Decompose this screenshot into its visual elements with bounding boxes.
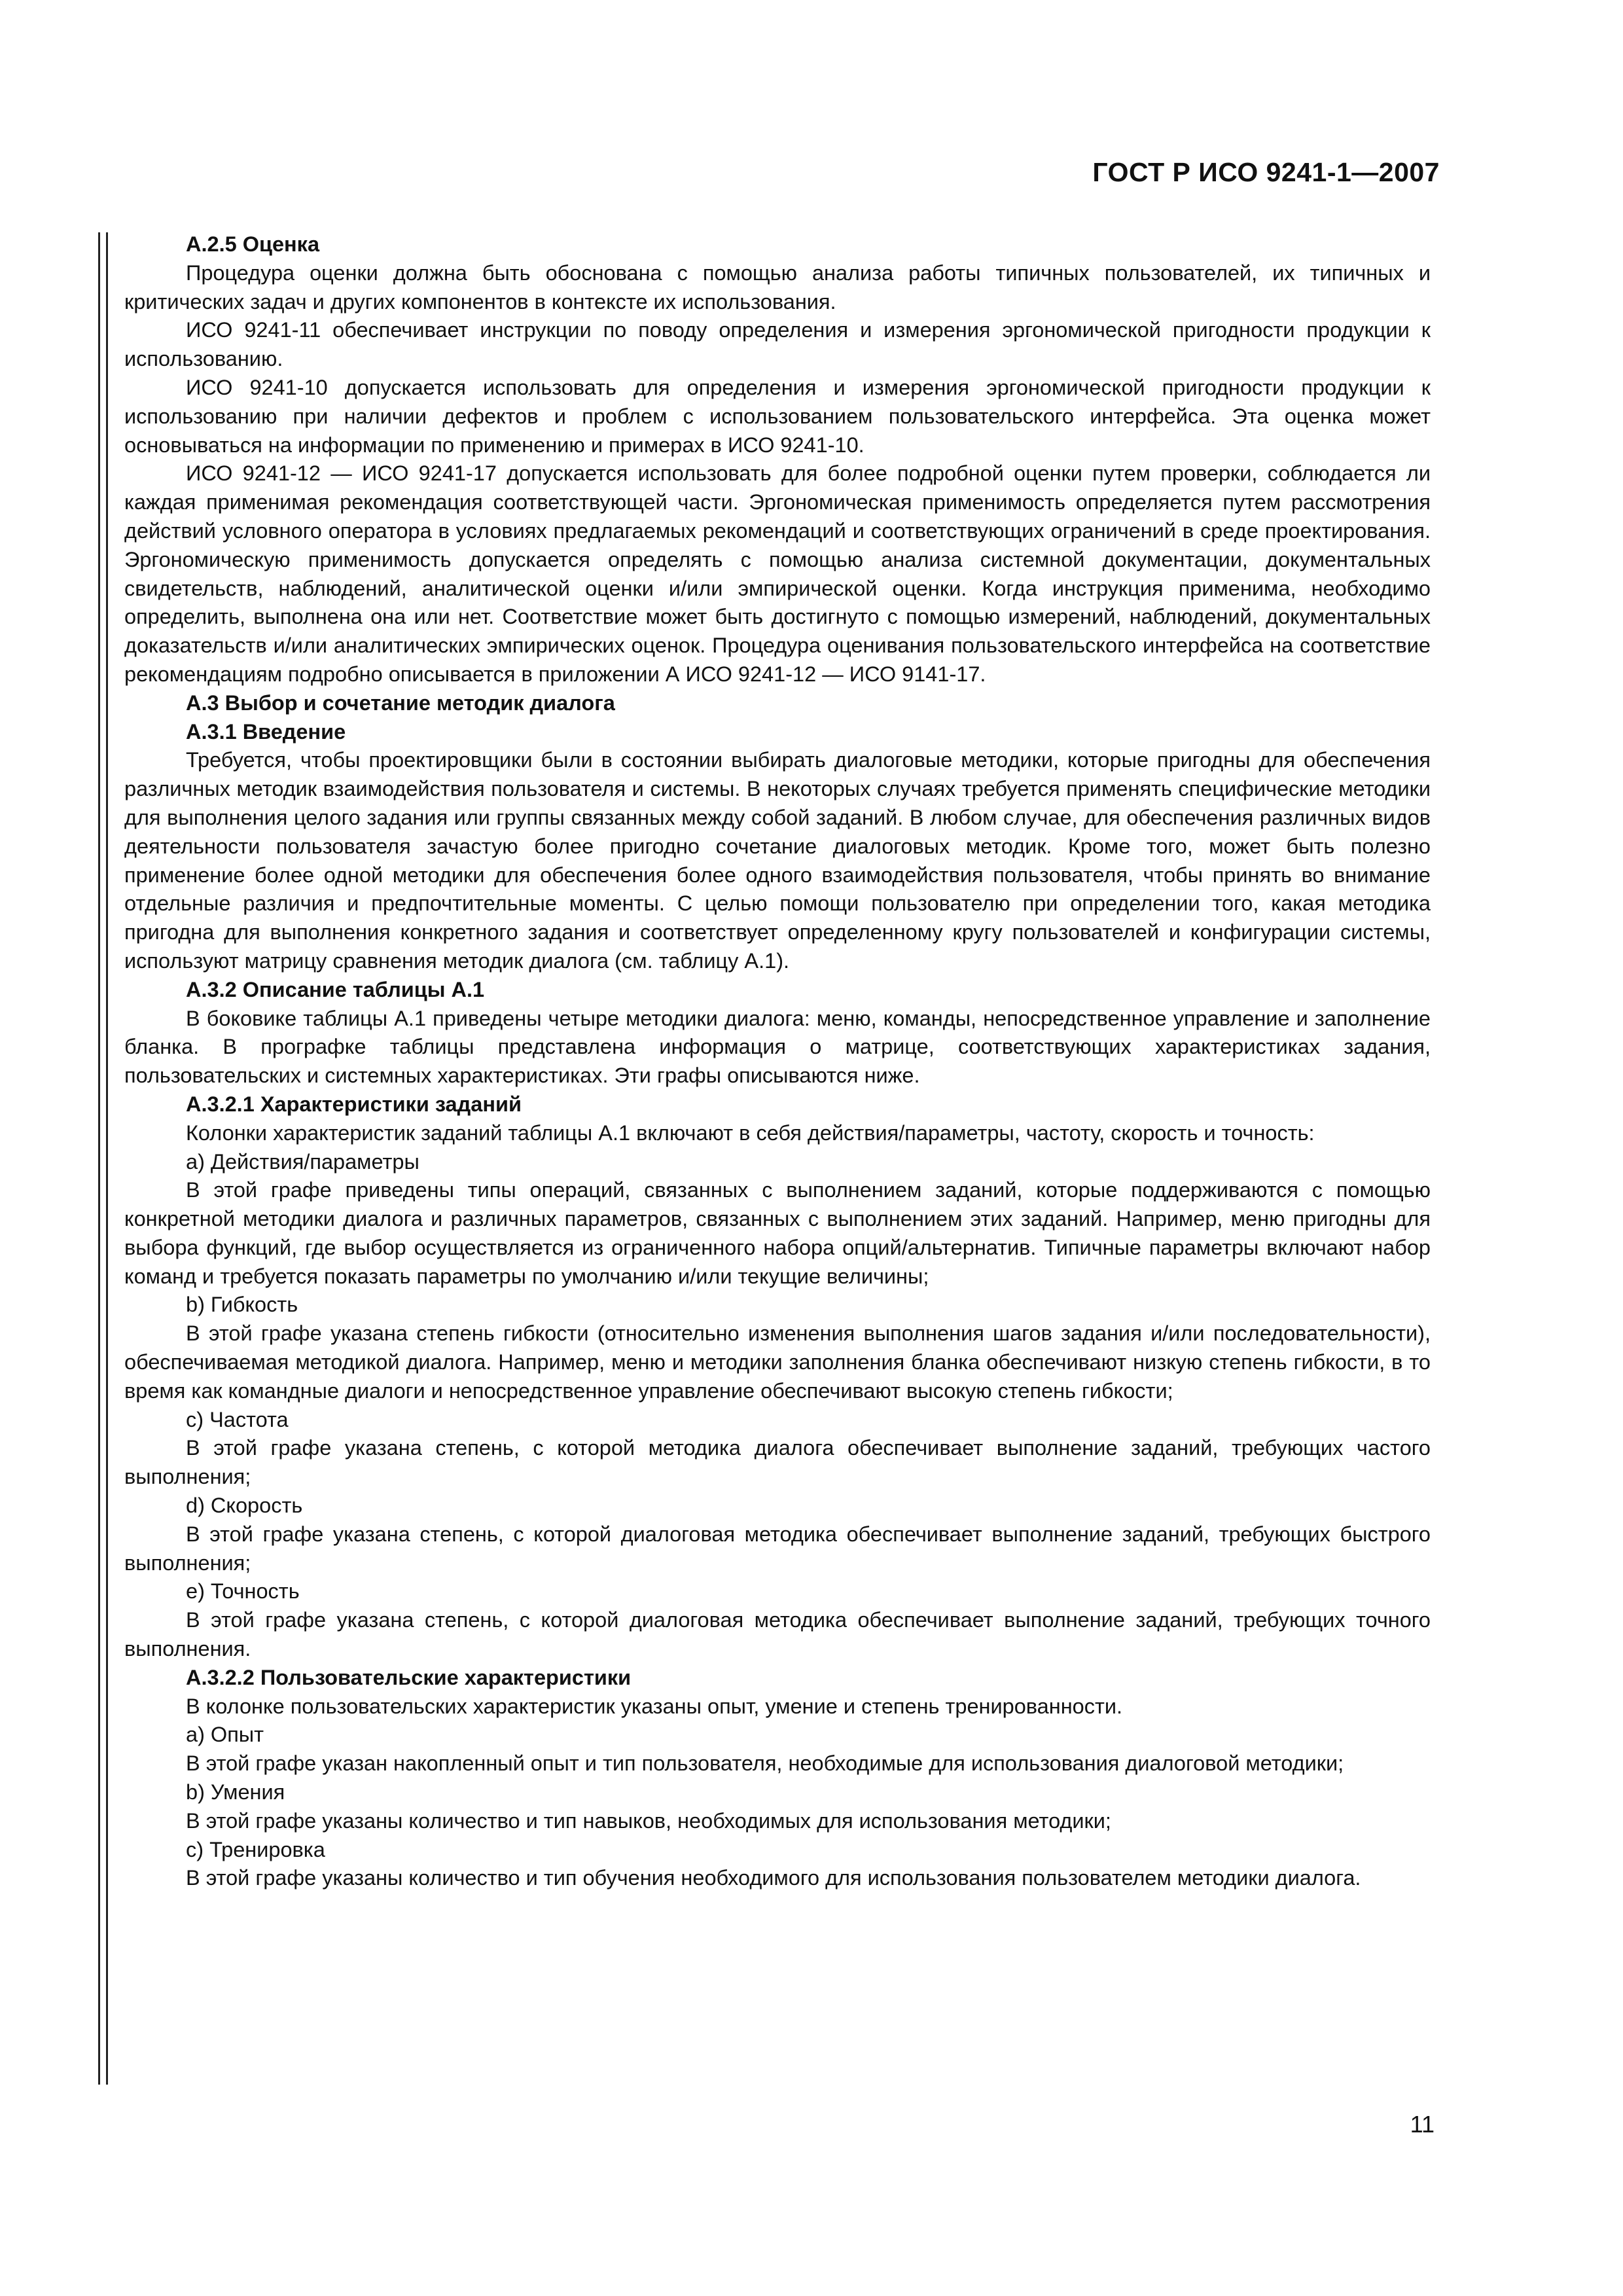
section-heading: А.3.2.2 Пользовательские характеристики [186,1665,632,1689]
paragraph: В боковике таблицы А.1 приведены четыре методики диалога: меню, команды, непосредственное управление и заполнение бланка. В прографке таблицы представлена информация о матрице, соответствующих характеристиках задания, пользовательских и системных характеристиках. Эти графы описываются ниже. [124,1006,1431,1088]
paragraph: В этой графе указана степень, с которой диалоговая методика обеспечивает выполнение заданий, требующих точного выполнения. [124,1608,1431,1661]
paragraph: В этой графе указаны количество и тип обучения необходимого для использования пользователем методики диалога. [186,1866,1361,1890]
change-bar-line [106,232,108,2085]
list-item-heading: c) Частота [186,1407,289,1431]
paragraph: В этой графе указана степень, с которой методика диалога обеспечивает выполнение заданий, требующих частого выполнения; [124,1436,1431,1489]
paragraph: ИСО 9241-10 допускается использовать для определения и измерения эргономической пригодности продукции к использованию при наличии дефектов и проблем с использованием пользовательского интерфейса. Эта оценка может основываться на информации по применению и примерах в ИСО 9241-10. [124,375,1431,457]
paragraph: В колонке пользовательских характеристик указаны опыт, умение и степень тренированности. [186,1694,1123,1718]
change-bar-line [98,232,100,2085]
section-heading: А.2.5 Оценка [186,232,320,256]
paragraph: Процедура оценки должна быть обоснована с помощью анализа работы типичных пользователей, их типичных и критических задач и других компонентов в контексте их использования. [124,260,1431,314]
list-item-heading: a) Действия/параметры [186,1149,419,1174]
list-item-heading: b) Гибкость [186,1293,298,1317]
section-heading: А.3.2 Описание таблицы А.1 [186,977,485,1001]
paragraph: Колонки характеристик заданий таблицы А.1 включают в себя действия/параметры, частоту, скорость и точность: [186,1121,1315,1145]
document-header: ГОСТ Р ИСО 9241-1—2007 [1092,157,1440,187]
paragraph: В этой графе указаны количество и тип навыков, необходимых для использования методики; [186,1808,1111,1833]
section-heading: А.3.1 Введение [186,719,346,744]
list-item-heading: c) Тренировка [186,1837,325,1861]
page-number: 11 [1410,2111,1435,2138]
list-item-heading: d) Скорость [186,1494,303,1518]
document-body [124,230,1431,1893]
list-item-heading: a) Опыт [186,1723,264,1747]
paragraph: Требуется, чтобы проектировщики были в состоянии выбирать диалоговые методики, которые пригодны для обеспечения различных методик взаимодействия пользователя и системы. В некоторых случаях требуется применять специфические методики для выполнения целого задания или группы связанных между собой заданий. В любом случае, для обеспечения различных видов деятельности пользователя зачастую более пригодно сочетание диалоговых методик. Кроме того, может быть полезно применение более одной методики для обеспечения более одного взаимодействия пользователя, чтобы принять во внимание отдельные различия и предпочтительные моменты. С целью помощи пользователю при определении того, какая методика пригодна для выполнения конкретного задания и соответствует определенному кругу пользователей и конфигурации системы, используют матрицу сравнения методик диалога (см. таблицу А.1). [124,748,1431,973]
paragraph: В этой графе указан накопленный опыт и тип пользователя, необходимые для использования диалоговой методики; [186,1751,1344,1776]
paragraph: В этой графе приведены типы операций, связанных с выполнением заданий, которые поддерживаются с помощью конкретной методики диалога и различных параметров, связанных с выполнением этих заданий. Например, меню пригодны для выбора функций, где выбор осуществляется из ограниченного набора опций/альтернатив. Типичные параметры включают набор команд и требуется показать параметры по умолчанию и/или текущие величины; [124,1178,1431,1288]
section-heading: А.3 Выбор и сочетание методик диалога [186,691,615,715]
section-heading: А.3.2.1 Характеристики заданий [186,1092,522,1116]
paragraph: В этой графе указана степень, с которой диалоговая методика обеспечивает выполнение заданий, требующих быстрого выполнения; [124,1522,1431,1575]
paragraph: В этой графе указана степень гибкости (относительно изменения выполнения шагов задания и/или последовательности), обеспечиваемая методикой диалога. Например, меню и методики заполнения бланка обеспечивают низкую степень гибкости, в то время как командные диалоги и непосредственное управление обеспечивают высокую степень гибкости; [124,1321,1431,1403]
list-item-heading: e) Точность [186,1579,300,1604]
paragraph: ИСО 9241-11 обеспечивает инструкции по поводу определения и измерения эргономической пригодности продукции к использованию. [124,318,1431,371]
list-item-heading: b) Умения [186,1780,285,1804]
paragraph: ИСО 9241-12 — ИСО 9241-17 допускается использовать для более подробной оценки путем проверки, соблюдается ли каждая применимая рекомендация соответствующей части. Эргономическая применимость определяется путем рассмотрения действий условного оператора в условиях предлагаемых рекомендаций и соответствующих ограничений в среде проектирования. Эргономическую применимость допускается определять с помощью анализа системной документации, документальных свидетельств, наблюдений, аналитической оценки и/или эмпирической оценки. Когда инструкция применима, необходимо определить, выполнена она или нет. Соответствие может быть достигнуто с помощью измерений, наблюдений, документальных доказательств и/или аналитических эмпирических оценок. Процедура оценивания пользовательского интерфейса на соответствие рекомендациям подробно описывается в приложении А ИСО 9241-12 — ИСО 9141-17. [124,461,1431,686]
